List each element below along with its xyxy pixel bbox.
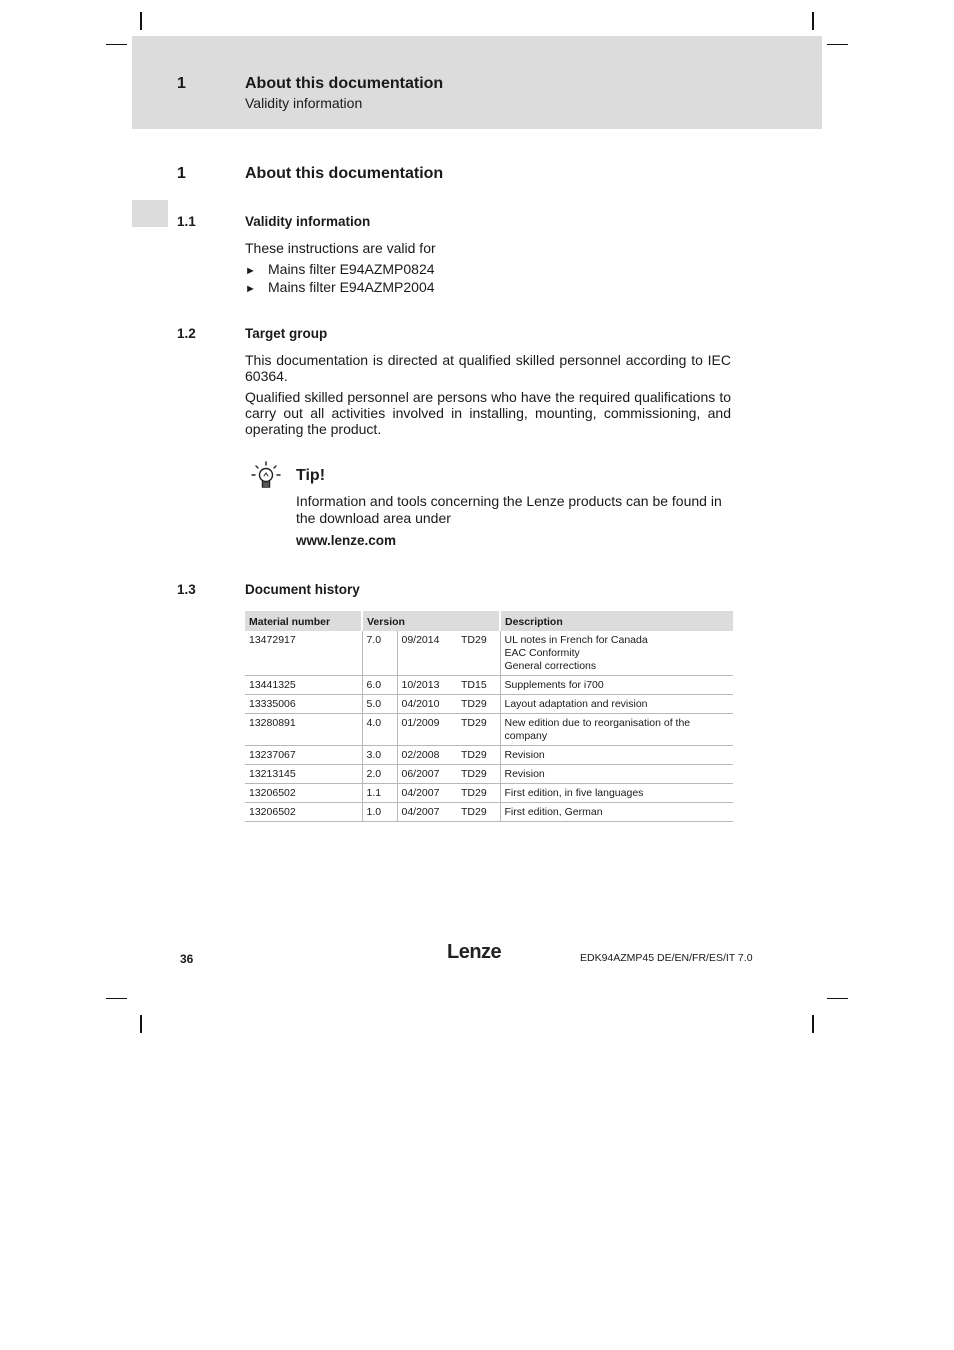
cell-description [500,676,733,695]
bullet-arrow-icon: ► [245,283,256,295]
header-section-title: Validity information [245,95,363,111]
cell-version: 4.0 [362,714,397,746]
chapter-tab-marker [132,200,168,227]
cell-date: 04/2007 [397,803,457,822]
section-title: Document history [245,582,360,597]
document-id: EDK94AZMP45 DE/EN/FR/ES/IT 7.0 [580,952,753,964]
crop-mark [140,12,142,30]
crop-mark [140,1015,142,1033]
lightbulb-icon [250,460,282,492]
description-line: Revision [504,768,545,780]
list-item [245,261,435,277]
validity-intro: These instructions are valid for [245,240,436,256]
description-line: EAC Conformity [504,647,580,659]
cell-date: 04/2010 [397,695,457,714]
cell-date: 09/2014 [397,631,457,676]
column-header-material: Material number [245,611,362,631]
tip-text: Information and tools concerning the Lenze products can be found in the download area under [296,493,722,526]
description-line: First edition, German [504,806,603,818]
cell-version: 5.0 [362,695,397,714]
description-line: UL notes in French for Canada [504,634,648,646]
description-line: Supplements for i700 [504,679,604,691]
cell-version: 2.0 [362,765,397,784]
crop-mark [812,1015,814,1033]
cell-version: 1.1 [362,784,397,803]
cell-version: 7.0 [362,631,397,676]
cell-code: TD29 [457,803,500,822]
cell-description [500,746,733,765]
description-line: Layout adaptation and revision [504,698,648,710]
target-group-paragraph: Qualified skilled personnel are persons who have the required qualifications to carry out all activities involved in installing, mounting, commissioning, and operating the product. [245,389,731,437]
table-row [245,746,733,765]
cell-material-number: 13206502 [245,803,362,822]
cell-description [500,714,733,746]
header-chapter-number: 1 [177,75,186,92]
cell-material-number: 13213145 [245,765,362,784]
cell-material-number: 13472917 [245,631,362,676]
cell-code: TD29 [457,631,500,676]
table-body [245,631,733,822]
crop-mark [812,12,814,30]
crop-mark [106,44,127,45]
table-row [245,631,733,676]
column-header-description: Description [500,611,733,631]
bullet-arrow-icon: ► [245,265,256,277]
cell-date: 10/2013 [397,676,457,695]
section-number: 1.3 [177,582,196,597]
cell-material-number: 13280891 [245,714,362,746]
table-row [245,765,733,784]
description-line: General corrections [504,660,597,672]
table-row [245,714,733,746]
lenze-logo: Lenze [447,941,502,963]
target-group-paragraph: This documentation is directed at qualified skilled personnel according to IEC 60364. [245,352,731,384]
cell-description [500,695,733,714]
crop-mark [827,998,848,999]
column-header-version: Version [362,611,500,631]
table-row [245,784,733,803]
cell-date: 06/2007 [397,765,457,784]
cell-code: TD29 [457,784,500,803]
cell-version: 3.0 [362,746,397,765]
page-header [132,36,822,129]
description-line: First edition, in five languages [504,787,644,799]
cell-material-number: 13441325 [245,676,362,695]
cell-material-number: 13237067 [245,746,362,765]
cell-code: TD29 [457,695,500,714]
crop-mark [827,44,848,45]
cell-description [500,784,733,803]
cell-version: 1.0 [362,803,397,822]
list-item [245,279,435,295]
cell-code: TD15 [457,676,500,695]
list-item-text: Mains filter E94AZMP0824 [268,261,435,277]
section-number: 1.2 [177,326,196,341]
section-title: Target group [245,326,328,341]
cell-description [500,803,733,822]
cell-code: TD29 [457,714,500,746]
chapter-number: 1 [177,165,186,182]
cell-description [500,765,733,784]
table-row [245,676,733,695]
cell-date: 01/2009 [397,714,457,746]
chapter-title: About this documentation [245,165,444,182]
document-history-table [245,611,733,822]
cell-date: 02/2008 [397,746,457,765]
cell-code: TD29 [457,765,500,784]
description-line: Revision [504,749,545,761]
header-chapter-title: About this documentation [245,75,444,92]
tip-link[interactable]: www.lenze.com [296,533,397,548]
table-row [245,695,733,714]
cell-material-number: 13335006 [245,695,362,714]
cell-material-number: 13206502 [245,784,362,803]
section-title: Validity information [245,214,371,229]
page-number: 36 [180,952,194,966]
tip-title: Tip! [296,467,326,484]
crop-mark [106,998,127,999]
cell-date: 04/2007 [397,784,457,803]
cell-code: TD29 [457,746,500,765]
cell-description [500,631,733,676]
cell-version: 6.0 [362,676,397,695]
table-header-row [245,611,733,631]
table-row [245,803,733,822]
section-number: 1.1 [177,214,196,229]
list-item-text: Mains filter E94AZMP2004 [268,279,435,295]
description-line: New edition due to reorganisation of the company [504,717,691,742]
